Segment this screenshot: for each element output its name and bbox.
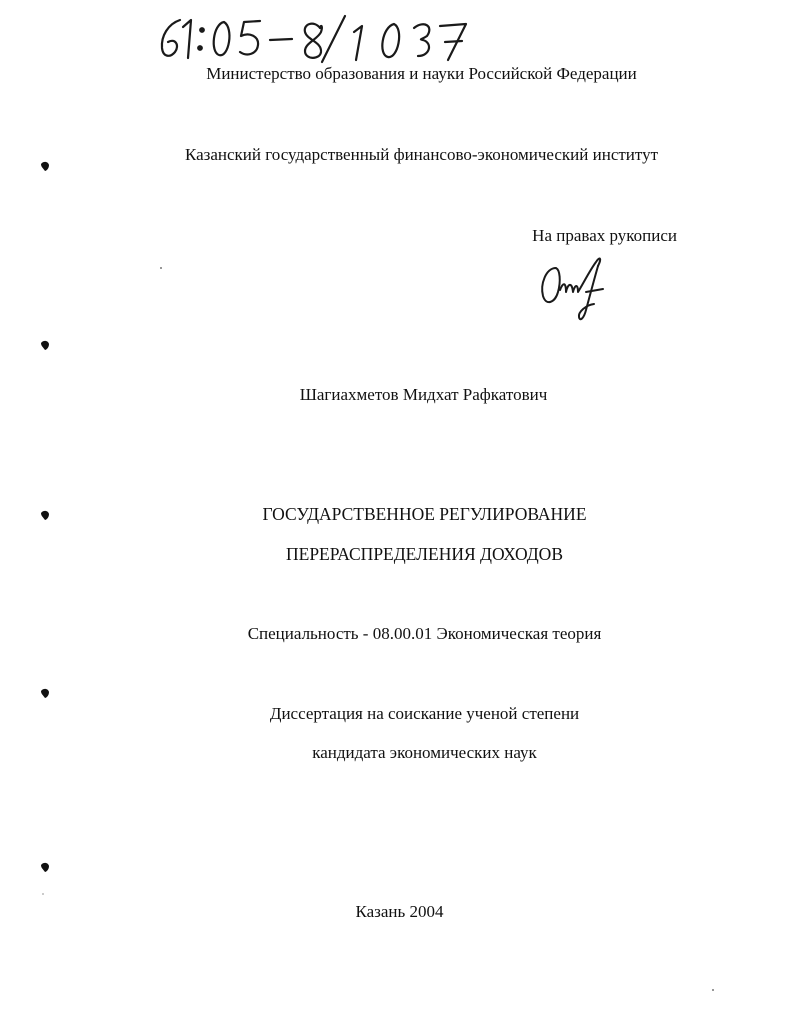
city-year: Казань 2004 xyxy=(355,902,444,921)
punch-hole-mark xyxy=(40,339,50,351)
institute-name: Казанский государственный финансово-экономический институт xyxy=(184,145,659,164)
manuscript-note: На правах рукописи xyxy=(532,226,677,245)
title-line-1: ГОСУДАРСТВЕННОЕ РЕГУЛИРОВАНИЕ xyxy=(262,504,587,524)
scan-speck xyxy=(160,267,162,269)
handwritten-archive-number xyxy=(162,16,466,62)
scan-speck xyxy=(42,893,44,895)
specialty-line: Специальность - 08.00.01 Экономическая теория xyxy=(247,624,602,643)
dissertation-line-1: Диссертация на соискание ученой степени xyxy=(269,704,580,723)
punch-hole-mark xyxy=(40,861,50,873)
scan-speck xyxy=(712,989,714,991)
dissertation-line-2: кандидата экономических наук xyxy=(312,743,537,762)
ministry-heading: Министерство образования и науки Российской Федерации xyxy=(206,64,637,83)
punch-hole-mark xyxy=(40,687,50,699)
author-name: Шагиахметов Мидхат Рафкатович xyxy=(299,385,548,404)
title-line-2: ПЕРЕРАСПРЕДЕЛЕНИЯ ДОХОДОВ xyxy=(286,544,563,564)
signature xyxy=(542,259,603,320)
